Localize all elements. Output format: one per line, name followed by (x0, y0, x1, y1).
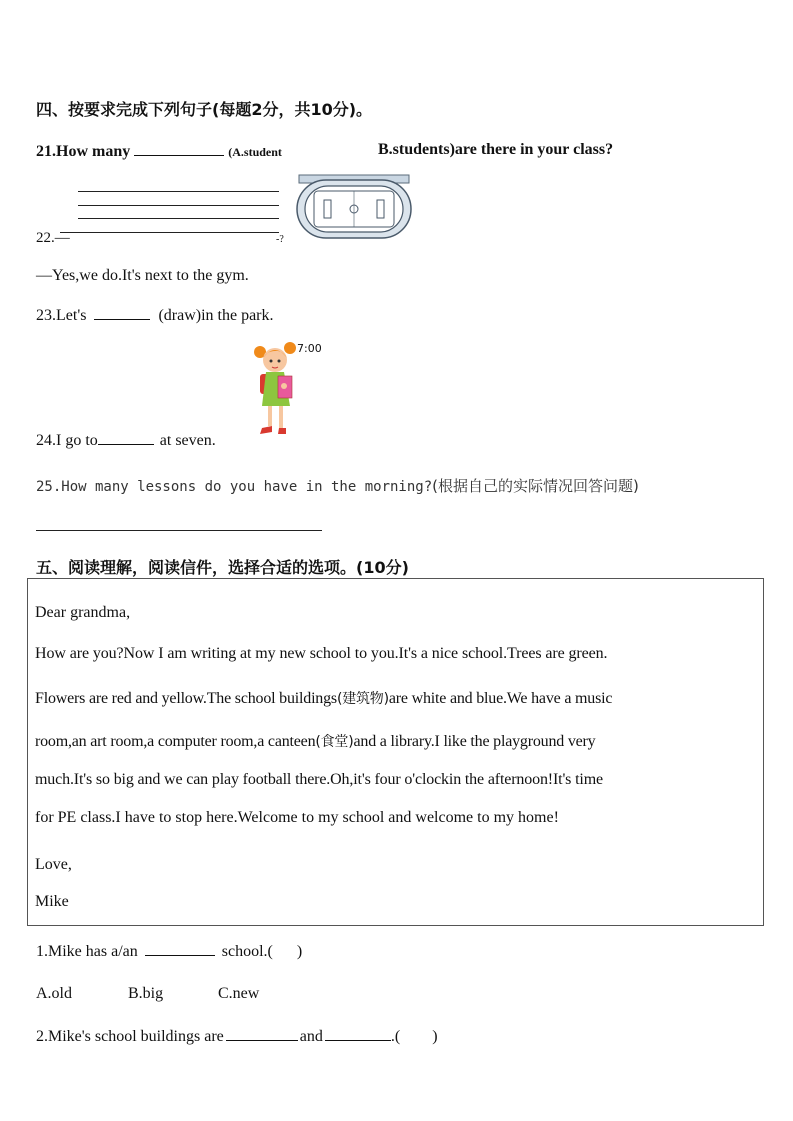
q25-answer-line[interactable] (36, 530, 322, 531)
letter-line-2-a: Flowers are red and yellow.The school buildings (35, 690, 337, 707)
q23-text-before: 23.Let's (36, 307, 87, 324)
q24-blank[interactable] (98, 430, 154, 445)
section-5-heading: 五、阅读理解，阅读信件，选择合适的选项。(10分) (36, 558, 409, 577)
writing-line-2 (78, 205, 279, 206)
clock-time-label: 7:00 (297, 342, 322, 355)
reading-question-1 (36, 941, 302, 961)
playground-track-image (296, 172, 412, 240)
letter-line-1: How are you?Now I am writing at my new school to you.It's a nice school.Trees are green. (35, 645, 608, 662)
question-23 (36, 305, 274, 325)
rq1-paren-close: ) (296, 943, 303, 960)
q22-answer: —Yes,we do.It's next to the gym. (36, 267, 249, 284)
writing-line-1 (78, 191, 279, 192)
letter-signature: Mike (35, 893, 69, 910)
rq2-text-before: 2.Mike's school buildings are (36, 1028, 224, 1045)
q21-option-b: B.students)are there in your class? (378, 141, 614, 158)
q24-text-before: 24.I go to (36, 432, 98, 449)
letter-line-3-a: room,an art room,a computer room,a canteen (35, 733, 316, 750)
rq1-option-a[interactable]: A.old (36, 985, 72, 1002)
q21-text: 21.How many (36, 143, 131, 160)
letter-line-5: for PE class.I have to stop here.Welcome to my school and welcome to my home! (35, 809, 559, 826)
q23-text-after: (draw)in the park. (158, 307, 274, 324)
letter-line-3-cn: (食堂) (315, 734, 354, 750)
rq1-option-b[interactable]: B.big (128, 985, 164, 1002)
letter-line-2 (35, 688, 612, 708)
rq2-text-after: .( (390, 1028, 401, 1045)
reading-question-2 (36, 1026, 438, 1046)
girl-going-to-school-image (252, 340, 302, 440)
rq2-blank-1[interactable] (226, 1026, 298, 1041)
q25-instruction: (根据自己的实际情况回答问题) (432, 477, 639, 495)
question-25 (36, 475, 639, 496)
letter-line-4: much.It's so big and we can play football there.Oh,it's four o'clockin the afternoon!It's time (35, 771, 603, 788)
question-21 (36, 141, 282, 161)
q22-suffix: -? (276, 234, 284, 245)
rq1-option-c[interactable]: C.new (218, 985, 260, 1002)
writing-line-3 (78, 218, 279, 219)
letter-greeting: Dear grandma, (35, 604, 131, 621)
section-4-heading: 四、按要求完成下列句子(每题2分，共10分)。 (36, 100, 373, 119)
letter-line-2-b: are white and blue.We have a music (388, 690, 613, 707)
q24-text-after: at seven. (159, 432, 216, 449)
rq1-text-after: school.( (221, 943, 273, 960)
q23-blank[interactable] (94, 305, 150, 320)
letter-line-3 (35, 731, 596, 751)
letter-line-2-cn: (建筑物) (336, 691, 389, 707)
rq1-blank[interactable] (145, 941, 215, 956)
writing-line-4 (60, 232, 279, 233)
q21-blank[interactable] (134, 141, 224, 156)
rq2-paren-close: ) (432, 1028, 438, 1045)
rq2-blank-2[interactable] (325, 1026, 391, 1041)
letter-closing: Love, (35, 856, 72, 873)
rq1-text-before: 1.Mike has a/an (36, 943, 138, 960)
letter-box (27, 578, 764, 926)
q21-option-a: (A.student (228, 145, 282, 159)
question-24 (36, 430, 216, 450)
rq2-text-mid: and (299, 1028, 323, 1045)
q22-label: 22.— (36, 230, 70, 246)
q25-text: 25.How many lessons do you have in the morning? (36, 479, 433, 495)
letter-line-3-b: and a library.I like the playground very (353, 733, 596, 750)
